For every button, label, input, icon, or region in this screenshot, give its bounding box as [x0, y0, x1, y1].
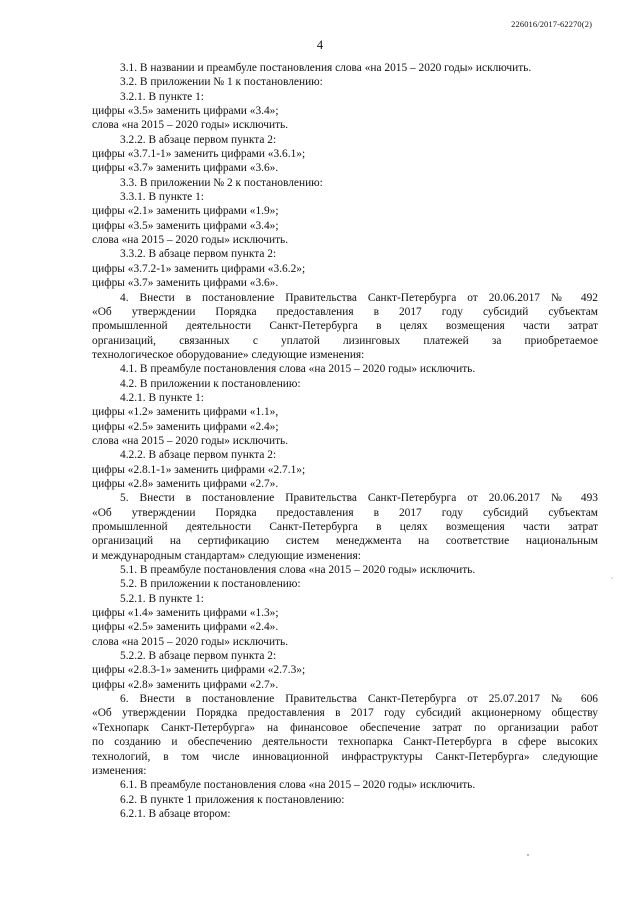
text-line: 6.1. В преамбуле постановления слова «на 2015 – 2020 годы» исключить.: [120, 779, 476, 792]
text-line: 3.3. В приложении № 2 к постановлению:: [120, 176, 323, 189]
text-line: «Об утверждении Порядка предоставления в 2017 году субсидий акционерному обществу: [92, 707, 598, 720]
text-line: цифры «3.7.2-1» заменить цифрами «3.6.2»;: [92, 262, 306, 275]
text-line: 3.2. В приложении № 1 к постановлению:: [120, 76, 323, 89]
text-line: по созданию и обеспечению деятельности технопарка Санкт-Петербурга в сфере высоких: [92, 736, 598, 749]
text-line: 4.2. В приложении к постановлению:: [120, 377, 301, 390]
text-line: слова «на 2015 – 2020 годы» исключить.: [92, 635, 289, 648]
text-line: технологическое оборудование» следующие изменения:: [92, 348, 365, 361]
text-line: 6.2. В пункте 1 приложения к постановлению:: [120, 793, 345, 806]
text-line: «Об утверждении Порядка предоставления в 2017 году субсидий субъектам: [92, 506, 598, 519]
text-line: промышленной деятельности Санкт-Петербурга в целях возмещения части затрат: [92, 320, 598, 333]
text-line: слова «на 2015 – 2020 годы» исключить.: [92, 119, 289, 132]
text-line: 3.3.1. В пункте 1:: [120, 191, 204, 204]
text-line: 6.2.1. В абзаце втором:: [120, 807, 231, 820]
text-line: цифры «2.8.1-1» заменить цифрами «2.7.1»;: [92, 463, 306, 476]
text-line: 5.2.1. В пункте 1:: [120, 592, 204, 605]
text-line: 5.2.2. В абзаце первом пункта 2:: [120, 650, 277, 663]
text-line: технологий, в том числе инновационной инфраструктуры Санкт-Петербурга» следующие: [92, 750, 598, 763]
text-line: 3.2.1. В пункте 1:: [120, 90, 204, 103]
text-line: цифры «3.7.1-1» заменить цифрами «3.6.1»;: [92, 148, 306, 161]
text-line: изменения:: [92, 764, 147, 777]
text-line: 6. Внести в постановление Правительства Санкт-Петербурга от 25.07.2017 № 606: [120, 693, 598, 706]
text-line: промышленной деятельности Санкт-Петербурга в целях возмещения части затрат: [92, 521, 598, 533]
text-line: организаций на сертификацию систем менеджмента на соответствие национальным: [92, 535, 598, 548]
text-line: цифры «2.8.3-1» заменить цифрами «2.7.3»;: [92, 664, 306, 677]
text-line: «Об утверждении Порядка предоставления в 2017 году субсидий субъектам: [92, 305, 598, 318]
text-line: слова «на 2015 – 2020 годы» исключить.: [92, 434, 289, 447]
text-line: 4.2.2. В абзаце первом пункта 2:: [120, 449, 277, 462]
text-line: 5.1. В преамбуле постановления слова «на 2015 – 2020 годы» исключить.: [120, 564, 476, 577]
text-line: 4. Внести в постановление Правительства Санкт-Петербурга от 20.06.2017 № 492: [120, 291, 598, 304]
text-line: цифры «1.2» заменить цифрами «1.1»,: [92, 406, 279, 419]
text-line: и международным стандартам» следующие изменения:: [92, 549, 361, 562]
text-line: 3.1. В названии и преамбуле постановления слова «на 2015 – 2020 годы» исключить.: [120, 62, 532, 74]
text-line: цифры «2.8» заменить цифрами «2.7».: [92, 477, 279, 490]
text-line: цифры «3.5» заменить цифрами «3.4»;: [92, 219, 279, 232]
text-line: 3.2.2. В абзаце первом пункта 2:: [120, 133, 277, 146]
text-line: цифры «2.5» заменить цифрами «2.4»;: [92, 420, 279, 433]
text-line: 4.2.1. В пункте 1:: [120, 391, 204, 404]
text-line: 4.1. В преамбуле постановления слова «на 2015 – 2020 годы» исключить.: [120, 363, 476, 376]
document-number: 226016/2017-62270(2): [511, 19, 592, 29]
text-line: цифры «3.7» заменить цифрами «3.6».: [92, 277, 279, 290]
text-line: цифры «1.4» заменить цифрами «1.3»;: [92, 607, 279, 620]
text-line: цифры «3.7» заменить цифрами «3.6».: [92, 162, 279, 175]
text-line: слова «на 2015 – 2020 годы» исключить.: [92, 234, 289, 247]
document-body: [92, 61, 598, 821]
text-line: цифры «2.5» заменить цифрами «2.4».: [92, 621, 279, 634]
page-number: 4: [316, 38, 324, 52]
text-line: 5.2. В приложении к постановлению:: [120, 578, 301, 591]
scan-speck: [612, 578, 613, 579]
scan-speck: [527, 854, 528, 855]
text-line: цифры «3.5» заменить цифрами «3.4»;: [92, 105, 279, 118]
text-line: организаций, связанных с уплатой лизинговых платежей за приобретаемое: [92, 334, 598, 347]
text-line: 5. Внести в постановление Правительства Санкт-Петербурга от 20.06.2017 № 493: [120, 492, 598, 505]
text-line: цифры «2.8» заменить цифрами «2.7».: [92, 678, 279, 691]
text-line: «Технопарк Санкт-Петербурга» на финансовое обеспечение затрат по организации работ: [92, 721, 598, 734]
text-line: 3.3.2. В абзаце первом пункта 2:: [120, 248, 277, 261]
text-line: цифры «2.1» заменить цифрами «1.9»;: [92, 205, 279, 218]
